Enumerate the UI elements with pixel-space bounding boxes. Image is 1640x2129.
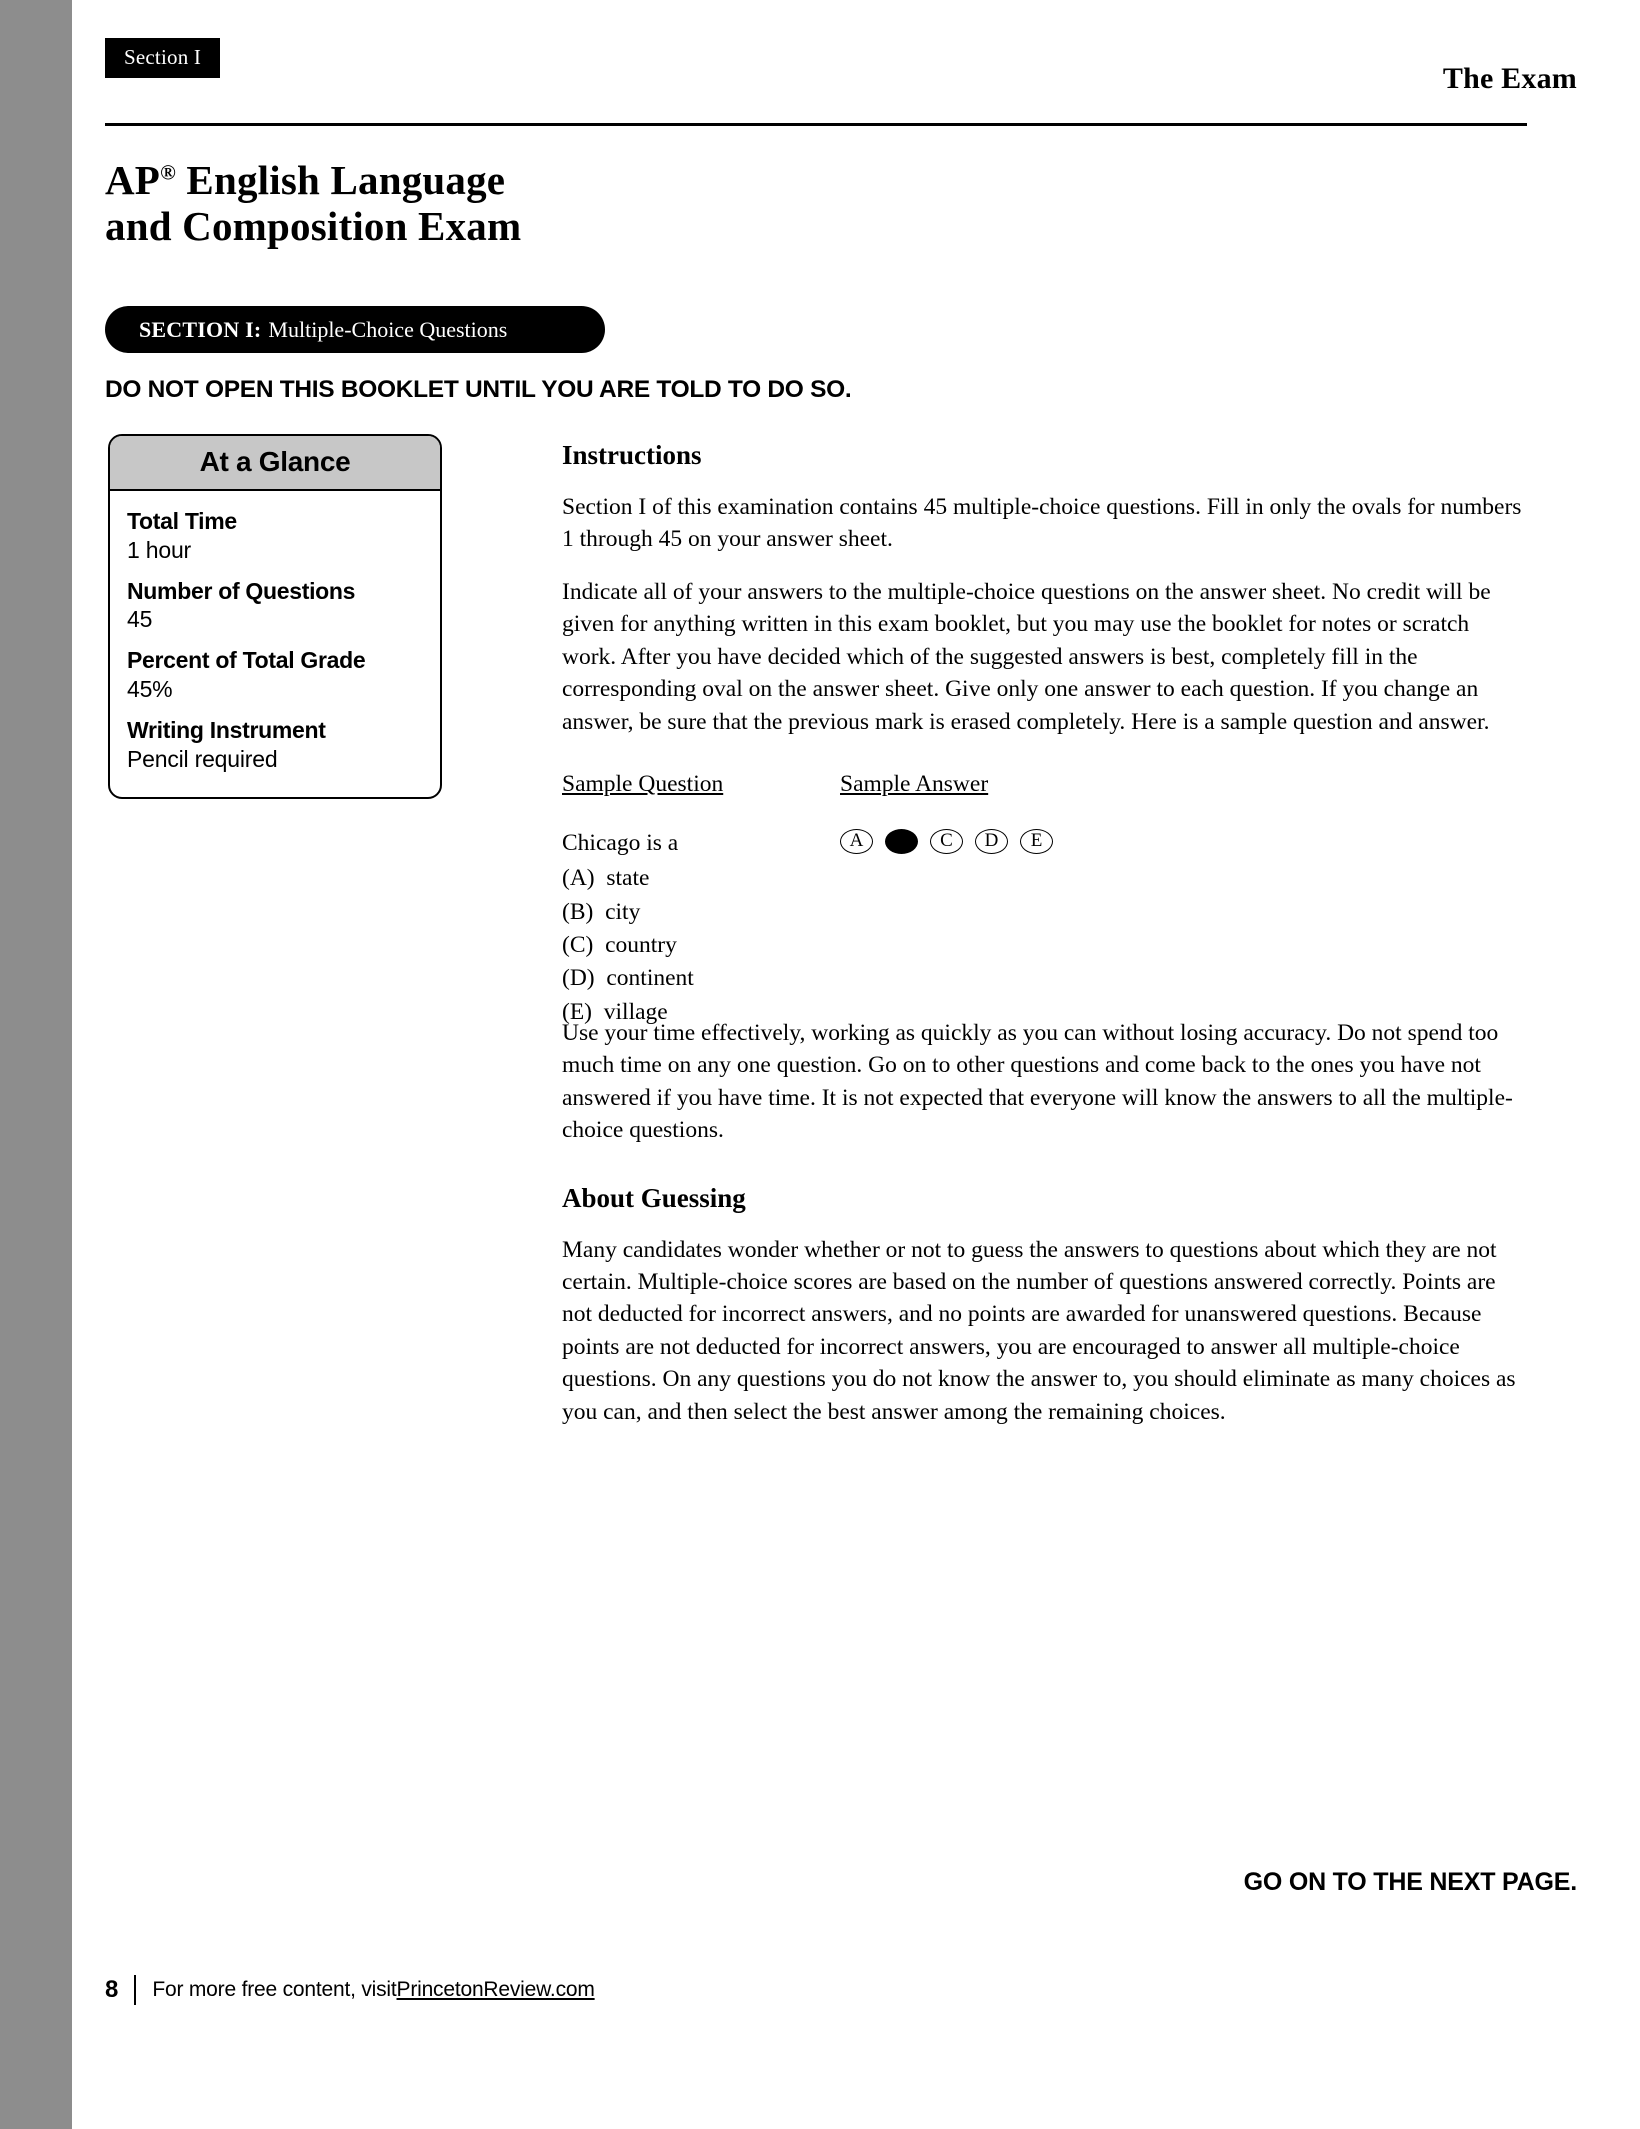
glance-item-label: Number of Questions: [127, 577, 356, 604]
header-title: The Exam: [1442, 62, 1577, 95]
sample-question-stem: Chicago is a: [562, 829, 679, 856]
section-banner-label: SECTION I:: [139, 316, 262, 342]
sample-option: (A) state: [562, 865, 650, 892]
instructions-column: [562, 440, 1527, 1448]
page-footer: [105, 1972, 595, 2008]
exam-title-line2: and Composition Exam: [105, 202, 522, 249]
footer-link[interactable]: PrincetonReview.com: [396, 1978, 595, 2001]
about-guessing-heading: About Guessing: [562, 1182, 746, 1213]
at-a-glance-box: [108, 434, 442, 799]
answer-bubble-a: A: [840, 829, 873, 854]
glance-item: [127, 507, 423, 566]
glance-item-label: Total Time: [127, 508, 237, 534]
registered-mark-icon: ®: [160, 160, 176, 185]
answer-bubble-d: D: [975, 829, 1008, 854]
sample-option: (C) country: [562, 932, 677, 959]
section-banner-subtitle: Multiple-Choice Questions: [268, 316, 508, 342]
go-on-notice: GO ON TO THE NEXT PAGE.: [1243, 1868, 1577, 1896]
sample-option: (B) city: [562, 898, 641, 925]
glance-item-label: Writing Instrument: [127, 716, 326, 743]
sample-question-text: [562, 827, 694, 1029]
answer-bubble-c: C: [930, 829, 963, 854]
sample-headings: [562, 771, 1527, 801]
glance-item-label: Percent of Total Grade: [127, 647, 366, 674]
sample-question-heading: Sample Question: [562, 770, 724, 797]
glance-item: [127, 577, 423, 636]
exam-title-line1-post: English Language: [175, 157, 506, 203]
page-number: 8: [105, 1976, 119, 2003]
header-divider: [105, 123, 1527, 126]
section-banner: [105, 306, 605, 353]
sample-option: (E) village: [562, 998, 668, 1025]
instructions-paragraph-3: Use your time effectively, working as quickly as you can without losing accuracy. Do not spend too much time on any one question. Go on to other questions and come back to the ones you have not answered if you have time. It is not expected that everyone will know the answers to all the multiple-choice questions.: [562, 1019, 1513, 1144]
instructions-heading: Instructions: [562, 440, 702, 470]
answer-bubble-e: E: [1020, 829, 1053, 854]
footer-divider: [134, 1975, 136, 2005]
instructions-paragraph-2: Indicate all of your answers to the multiple-choice questions on the answer sheet. No credit will be given for anything written in this exam booklet, but you may use the booklet for notes or scratch work. After you have decided which of the suggested answers is best, completely fill in the corresponding oval on the answer sheet. Give only one answer to each question. If you change an answer, be sure that the previous mark is erased completely. Here is a sample question and answer.: [562, 578, 1491, 735]
page-title: [105, 158, 1005, 250]
glance-item: [127, 646, 423, 705]
footer-text: For more free content, visit: [152, 1978, 397, 2001]
sample-answer-bubbles: [840, 829, 1053, 854]
at-a-glance-heading: At a Glance: [110, 436, 440, 491]
exam-title-line1-pre: AP: [105, 157, 161, 203]
section-tab: Section I: [105, 38, 220, 78]
exam-page: [72, 0, 1640, 2129]
answer-bubble-b-filled: [885, 829, 918, 854]
do-not-open-warning: DO NOT OPEN THIS BOOKLET UNTIL YOU ARE TOLD TO DO SO.: [105, 376, 852, 403]
glance-item-value: 45: [127, 606, 153, 633]
sample-question-block: [562, 827, 1527, 1025]
page-gutter-bar: [0, 0, 72, 2129]
glance-item: [127, 716, 423, 775]
at-a-glance-body: [110, 491, 440, 797]
sample-option: (D) continent: [562, 965, 694, 992]
glance-item-value: 45%: [127, 676, 173, 703]
glance-item-value: Pencil required: [127, 745, 278, 772]
glance-item-value: 1 hour: [127, 536, 192, 563]
sample-answer-heading: Sample Answer: [840, 770, 989, 797]
about-guessing-paragraph: Many candidates wonder whether or not to guess the answers to questions about which they are not certain. Multiple-choice scores are based on the number of questions answered correctly. Points are not deducted for incorrect answers, and no points are awarded for unanswered questions. Because points are not deducted for incorrect answers, you are encouraged to answer all multiple-choice questions. On any questions you do not know the answer to, you should eliminate as many choices as you can, and then select the best answer among the remaining choices.: [562, 1236, 1516, 1425]
instructions-paragraph-1: Section I of this examination contains 45 multiple-choice questions. Fill in only the ovals for numbers 1 through 45 on your answer sheet.: [562, 494, 1522, 553]
